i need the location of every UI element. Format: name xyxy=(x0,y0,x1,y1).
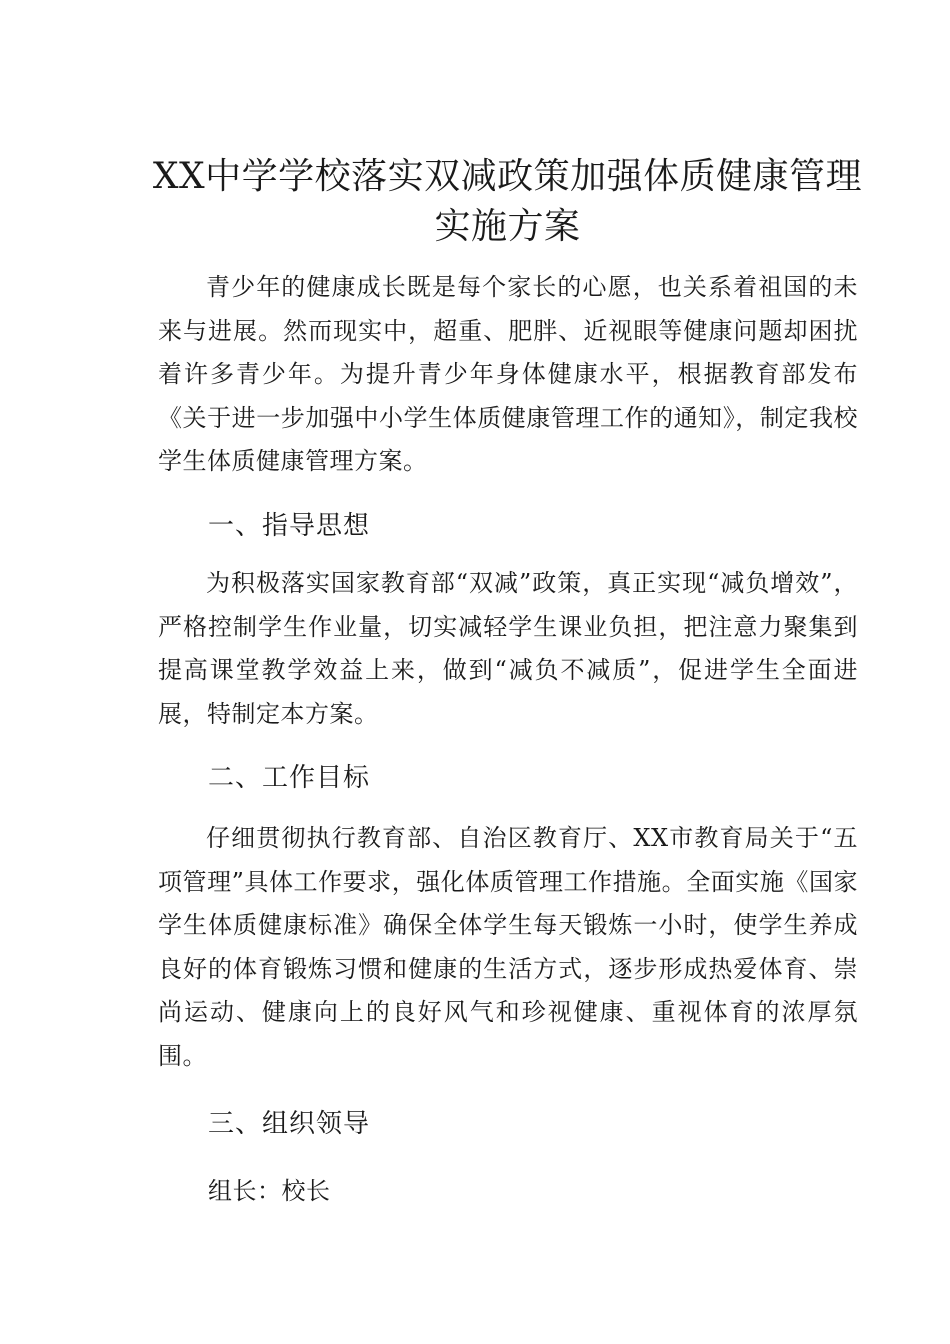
leader-line: 组长：校长 xyxy=(208,1177,331,1205)
section-heading-work-goals: 二、工作目标 xyxy=(208,763,371,793)
intro-paragraph: 青少年的健康成长既是每个家长的心愿，也关系着祖国的未来与进展。然而现实中，超重、肥胖、近视眼等健康问题却困扰着许多青少年。为提升青少年身体健康水平，根据教育部发布《关于进一步加强中小学生体质健康管理工作的通知》，制定我校学生体质健康管理方案。 xyxy=(158,273,858,475)
section-body-guiding-ideology: 为积极落实国家教育部“双减”政策，真正实现“减负增效”，严格控制学生作业量，切实减轻学生课业负担，把注意力聚集到提高课堂教学效益上来，做到“减负不减质”，促进学生全面进展，特制定本方案。 xyxy=(158,569,858,728)
section-heading-guiding-ideology: 一、指导思想 xyxy=(208,511,371,541)
document-title-line-2: 实施方案 xyxy=(434,206,581,247)
section-body-work-goals: 仔细贯彻执行教育部、自治区教育厅、XX市教育局关于“五项管理”具体工作要求，强化体质管理工作措施。全面实施《国家学生体质健康标准》确保全体学生每天锻炼一小时，使学生养成良好的体育锻炼习惯和健康的生活方式，逐步形成热爱体育、崇尚运动、健康向上的良好风气和珍视健康、重视体育的浓厚氛围。 xyxy=(158,824,858,1070)
section-heading-organization: 三、组织领导 xyxy=(208,1109,371,1139)
document-title-line-1: XX中学学校落实双减政策加强体质健康管理 xyxy=(152,156,863,197)
